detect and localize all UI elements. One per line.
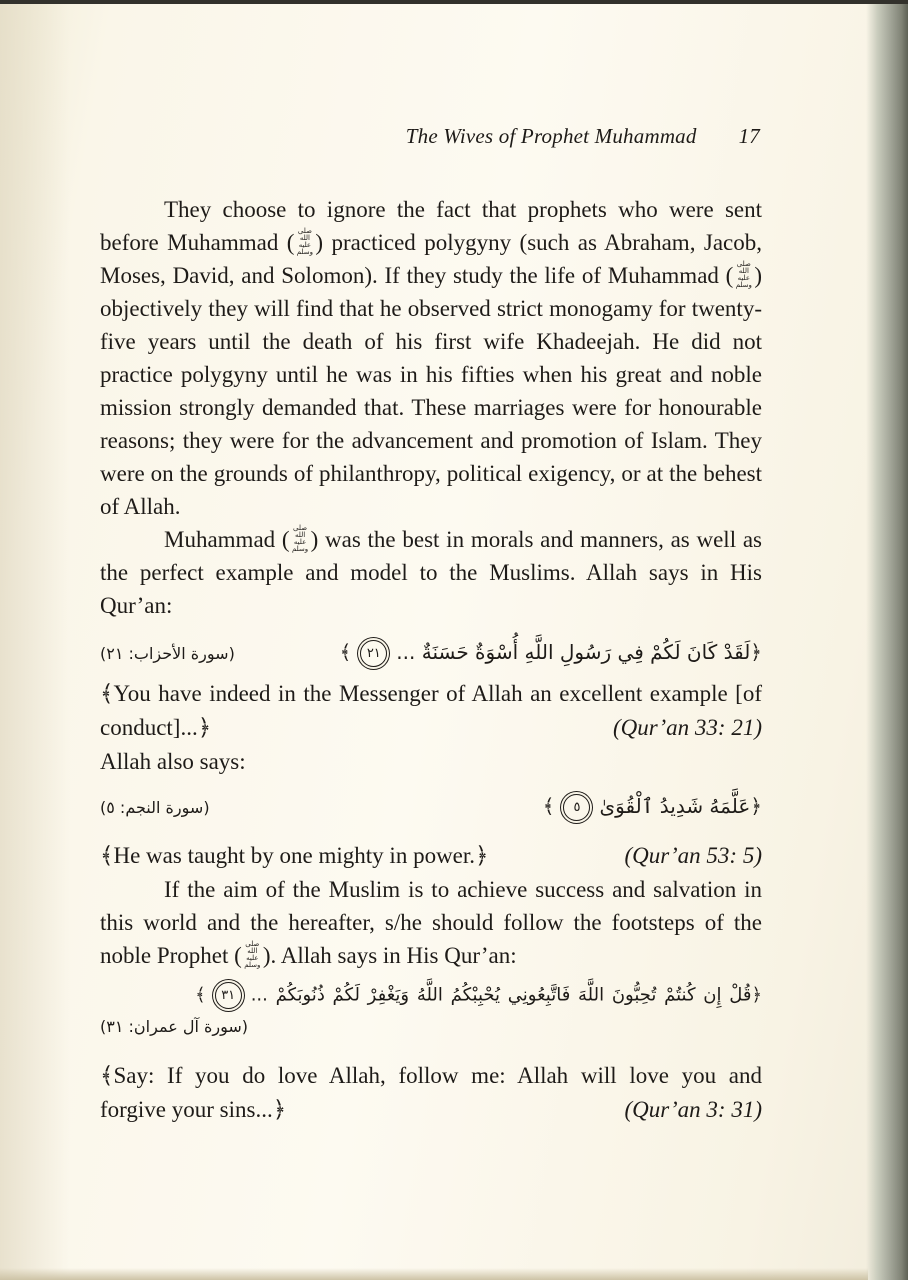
paragraph-1-text: ) objectively they will find that he observed strict monogamy for twenty-five years until the death of his first wife Khadeejah. He did not practice polygyny until he was in his fifties when his great and noble mission strongly demanded that. These marriages were for honourable reasons; they were for the advancement and promotion of Islam. They were on the grounds of philanthropy, political exigency, or at the behest of Allah. — [100, 263, 762, 519]
pbuh-honorific: صلى الله عليه وسلم — [244, 940, 261, 969]
paragraph-1-text: ) practiced polygyny (such as Abraham, Jacob, Moses, David, and Solomon). If they study the life of Muhammad ( — [100, 230, 762, 288]
verse-1-close-bracket: ﴾ — [339, 640, 352, 664]
quran-verse-2 — [100, 794, 762, 821]
header-title: The Wives of Prophet Muhammad — [405, 124, 697, 148]
verse-3-translation-line1: ﴾Say: If you do love Allah, follow me: Allah will love you and — [100, 1063, 762, 1088]
page-edge-band — [866, 0, 908, 1280]
page-number: 17 — [738, 124, 760, 148]
paragraph-2-text: Muhammad ( — [164, 527, 290, 552]
verse-2-text: ﴿عَلَّمَهُ شَدِيدُ ٱلْقُوَىٰ — [599, 794, 762, 818]
verse-3-text: ﴿قُلْ إِن كُنتُمْ تُحِبُّونَ اللَّهَ فَاتَّبِعُونِي يُحْبِبْكُمُ اللَّهُ وَيَغْفِرْ لَكُمْ ذُنُوبَكُمْ ... — [250, 984, 762, 1006]
paragraph-3 — [100, 873, 762, 972]
quran-verse-2-arabic — [543, 794, 762, 821]
quran-verse-1-arabic — [340, 640, 762, 667]
verse-1-translation-line1: ﴾You have indeed in the Messenger of Allah an excellent example [of — [100, 681, 762, 706]
pbuh-honorific: صلى الله عليه وسلم — [296, 227, 314, 256]
quran-verse-1 — [100, 640, 762, 667]
verse-3-translation-line2: forgive your sins...﴿ — [100, 1097, 287, 1122]
surah-citation-2: (سورة النجم: ٥) — [100, 798, 210, 817]
surah-citation-3-row — [100, 1017, 762, 1037]
allah-also-says-label: Allah also says: — [100, 749, 246, 774]
quran-reference-3: (Qur’an 3: 31) — [624, 1097, 762, 1122]
verse-3-close-bracket: ﴾ — [195, 984, 206, 1006]
page-top-edge — [0, 0, 908, 4]
paragraph-3-text: ). Allah says in His Qur’an: — [262, 943, 517, 968]
paragraph-2-text: ) was the best in morals and manners, as well as the perfect example and model to the Muslims. Allah says in His Qur’an: — [100, 527, 763, 618]
verse-1-translation-line2: conduct]...﴿ — [100, 715, 212, 740]
surah-citation-3: (سورة آل عمران: ٣١) — [100, 1017, 248, 1036]
verse-2-close-bracket: ﴾ — [542, 794, 555, 818]
ayah-marker-21: ٢١ — [360, 640, 387, 667]
verse-2-translation — [100, 839, 762, 873]
paragraph-3-text: If the aim of the Muslim is to achieve success and salvation in this world and the hereafter, s/he should follow the footsteps of the noble Prophet ( — [100, 877, 762, 968]
page-content — [100, 124, 762, 1127]
running-header — [100, 124, 760, 149]
ayah-marker-31: ٣١ — [215, 982, 242, 1009]
verse-1-translation — [100, 677, 762, 745]
quran-reference-1: (Qur’an 33: 21) — [612, 715, 762, 740]
surah-citation-1: (سورة الأحزاب: ٢١) — [100, 644, 235, 663]
pbuh-honorific: صلى الله عليه وسلم — [291, 524, 309, 553]
page-bottom-shadow — [0, 1268, 868, 1280]
verse-3-translation — [100, 1059, 762, 1127]
quran-verse-3-arabic — [100, 982, 762, 1009]
paragraph-1-text: They choose to ignore the fact that prophets who were sent before Muhammad ( — [100, 197, 762, 255]
paragraph-2 — [100, 523, 762, 622]
pbuh-honorific: صلى الله عليه وسلم — [735, 260, 752, 289]
verse-2-translation-line: ﴾He was taught by one mighty in power.﴿ — [100, 843, 489, 868]
paragraph-1 — [100, 193, 762, 523]
ayah-marker-5: ٥ — [563, 794, 590, 821]
quran-reference-2: (Qur’an 53: 5) — [624, 843, 762, 868]
page-left-shadow — [0, 0, 70, 1280]
verse-1-text: ﴿لَقَدْ كَانَ لَكُمْ فِي رَسُولِ اللَّهِ أُسْوَةٌ حَسَنَةٌ ... — [396, 640, 762, 664]
